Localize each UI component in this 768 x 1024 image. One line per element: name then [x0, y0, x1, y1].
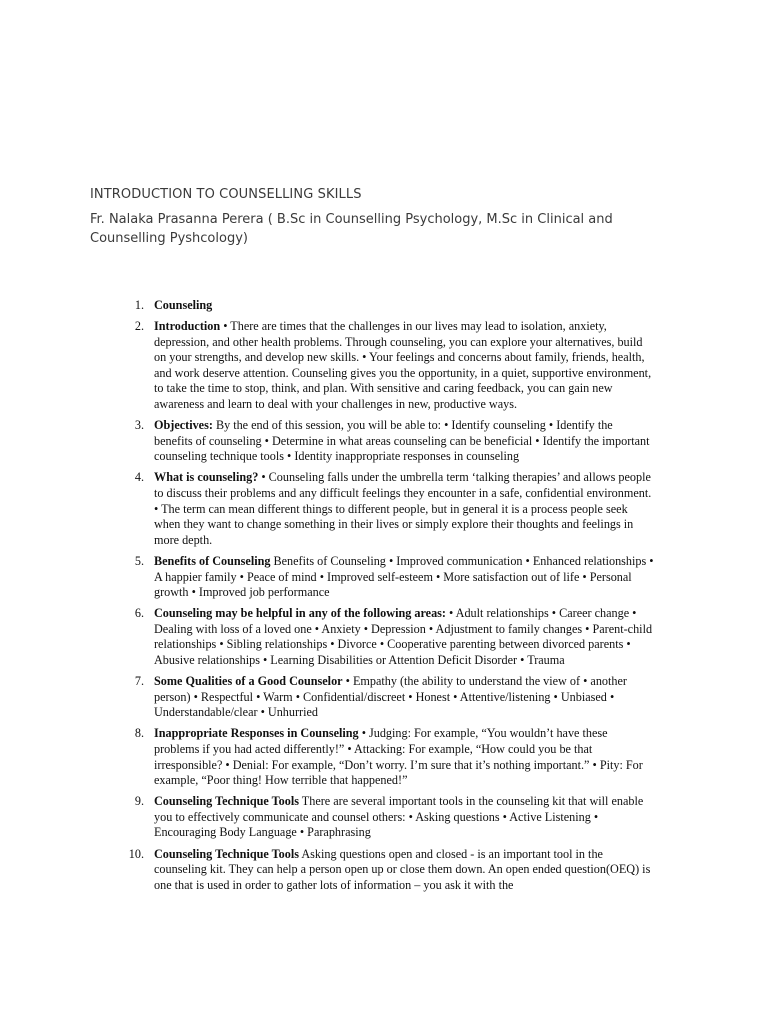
document-title: INTRODUCTION TO COUNSELLING SKILLS [90, 187, 362, 202]
item-number: 4. [134, 470, 144, 485]
item-heading: Counseling [154, 298, 213, 312]
list-item [0, 554, 654, 601]
item-heading: Some Qualities of a Good Counselor [154, 674, 343, 689]
item-heading: Counseling Technique Tools [154, 846, 299, 861]
item-number: 10. [128, 846, 144, 861]
item-number: 3. [134, 418, 144, 433]
item-number: 9. [134, 794, 144, 809]
list-item [0, 794, 654, 841]
item-number: 1. [134, 298, 144, 312]
item-heading: Inappropriate Responses in Counseling [154, 726, 359, 741]
item-text: • There are times that the challenges in our lives may lead to isolation, anxiety, depression, and other health problems. Through counseling, you can explore your alternatives, build on your strengths, and develop new skills. • Your feelings and concerns about family, friends, health, and work deserve attention. Counseling gives you the opportunity, in a quiet, supportive environment, to take the time to stop, think, and plan. With sensitive and caring feedback, you can gain new awareness and learn to deal with your challenges in new, productive ways. [154, 319, 652, 412]
item-text: • Empathy (the ability to understand the view of • another person) • Respectful • Warm • Confidential/discreet • Honest • Attentive/listening • Unbiased • Understandable/clear • Unhurried [154, 674, 627, 720]
item-number: 7. [134, 674, 144, 689]
item-heading: Counseling Technique Tools [154, 794, 299, 809]
numbered-list [0, 298, 768, 899]
item-text: Asking questions open and closed - is an important tool in the counseling kit. They can help a person open up or close them down. An open ended question(OEQ) is one that is used in order to gather lots of information – you ask it with the [154, 846, 651, 892]
list-item [0, 298, 654, 314]
list-item [0, 470, 654, 548]
item-heading: Introduction [154, 319, 221, 334]
item-heading: Counseling may be helpful in any of the following areas: [154, 606, 446, 621]
item-text: By the end of this session, you will be able to: • Identify counseling • Identify the benefits of counseling • Determine in what areas counseling can be beneficial • Identify the important counseling technique tools • Identity inappropriate responses in counseling [154, 418, 650, 464]
list-item [0, 847, 654, 894]
item-number: 6. [134, 606, 144, 621]
item-text: • Counseling falls under the umbrella term ‘talking therapies’ and allows people to discuss their problems and any difficult feelings they encounter in a safe, confidential environment. • The term can mean different things to different people, but in general it is a process people seek when they want to change something in their lives or simply explore their thoughts and feelings in more depth. [154, 470, 652, 547]
item-number: 2. [134, 319, 144, 334]
item-number: 8. [134, 726, 144, 741]
item-text: Benefits of Counseling • Improved communication • Enhanced relationships • A happier family • Peace of mind • Improved self-esteem • More satisfaction out of life • Personal growth • Improved job performance [154, 553, 654, 600]
item-heading: Benefits of Counseling [154, 553, 271, 568]
list-item [0, 606, 654, 668]
document-author: Fr. Nalaka Prasanna Perera ( B.Sc in Counselling Psychology, M.Sc in Clinical and Counselling Pyshcology) [90, 212, 613, 246]
item-heading: Objectives: [154, 418, 213, 433]
item-text: • Adult relationships • Career change • Dealing with loss of a loved one • Anxiety • Depression • Adjustment to family changes • Parent-child relationships • Sibling relationships • Divorce • Cooperative parenting between divorced parents • Abusive relationships • Learning Disabilities or Attention Deficit Disorder • Trauma [154, 606, 653, 667]
list-item [0, 319, 654, 413]
list-item [0, 674, 654, 721]
item-text: • Judging: For example, “You wouldn’t have these problems if you had acted differently!” • Attacking: For example, “How could you be that irresponsible? • Denial: For example, “Don’t worry. I’m sure that it’s nothing important.” • Pity: For example, “Poor thing! How terrible that happened!” [154, 726, 643, 788]
list-item [0, 726, 654, 788]
item-number: 5. [134, 553, 144, 568]
item-heading: What is counseling? [154, 470, 259, 485]
item-text: There are several important tools in the counseling kit that will enable you to effectively communicate and counsel others: • Asking questions • Active Listening • Encouraging Body Language • Paraphrasing [154, 794, 644, 840]
list-item [0, 418, 654, 465]
